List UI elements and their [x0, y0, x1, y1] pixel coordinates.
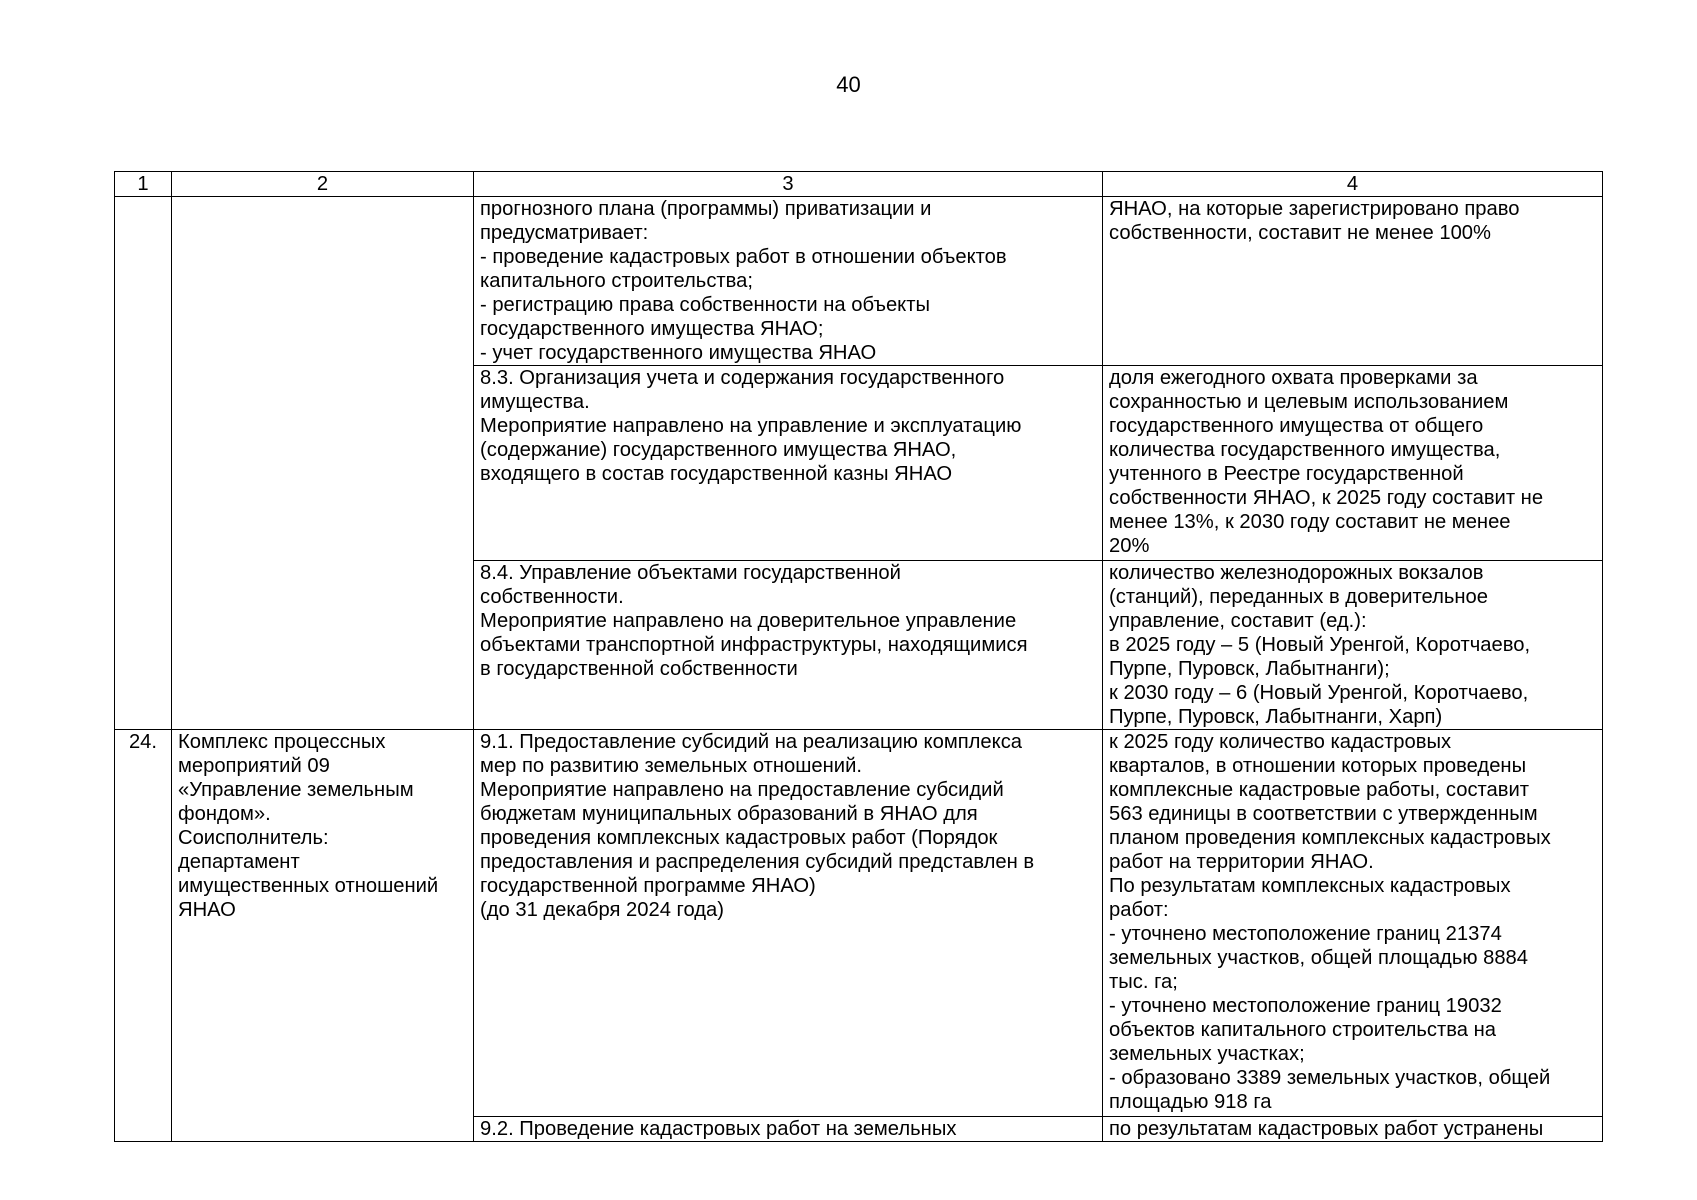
table-header-row [115, 172, 1603, 197]
row-number-cell [115, 197, 172, 730]
measure-cell: 9.1. Предоставление субсидий на реализацию комплекса мер по развитию земельных отношений. Мероприятие направлено на предоставление субсидий бюджетам муниципальных образований в ЯНАО для проведения комплексных кадастровых работ (Порядок предоставления и распределения субсидий представлен в государственной программе ЯНАО) (до 31 декабря 2024 года) [474, 730, 1103, 1117]
result-cell: по результатам кадастровых работ устранены [1103, 1117, 1603, 1142]
measure-cell: 9.2. Проведение кадастровых работ на земельных [474, 1117, 1103, 1142]
measure-cell: 8.3. Организация учета и содержания государственного имущества. Мероприятие направлено на управление и эксплуатацию (содержание) государственного имущества ЯНАО, входящего в состав государственной казны ЯНАО [474, 366, 1103, 561]
program-name-cell: Комплекс процессных мероприятий 09 «Управление земельным фондом». Соисполнитель: департамент имущественных отношений ЯНАО [172, 730, 474, 1142]
header-cell-2: 2 [172, 172, 474, 197]
program-name-cell [172, 197, 474, 730]
table-row [115, 197, 1603, 366]
result-cell: количество железнодорожных вокзалов (станций), переданных в доверительное управление, составит (ед.): в 2025 году – 5 (Новый Уренгой, Коротчаево, Пурпе, Пуровск, Лабытнанги); к 2030 году – 6 (Новый Уренгой, Коротчаево, Пурпе, Пуровск, Лабытнанги, Харп) [1103, 561, 1603, 730]
header-cell-1: 1 [115, 172, 172, 197]
result-cell: к 2025 году количество кадастровых кварталов, в отношении которых проведены комплексные кадастровые работы, составит 563 единицы в соответствии с утвержденным планом проведения комплексных кадастровых работ на территории ЯНАО. По результатам комплексных кадастровых работ: - уточнено местоположение границ 21374 земельных участков, общей площадью 8884 тыс. га; - уточнено местоположение границ 19032 объектов капитального строительства на земельных участках; - образовано 3389 земельных участков, общей площадью 918 га [1103, 730, 1603, 1117]
header-cell-4: 4 [1103, 172, 1603, 197]
page-number: 40 [836, 72, 861, 97]
header-cell-3: 3 [474, 172, 1103, 197]
result-cell: доля ежегодного охвата проверками за сохранностью и целевым использованием государственного имущества от общего количества государственного имущества, учтенного в Реестре государственной собственности ЯНАО, к 2025 году составит не менее 13%, к 2030 году составит не менее 20% [1103, 366, 1603, 561]
result-cell: ЯНАО, на которые зарегистрировано право собственности, составит не менее 100% [1103, 197, 1603, 366]
measure-cell: 8.4. Управление объектами государственной собственности. Мероприятие направлено на доверительное управление объектами транспортной инфраструктуры, находящимися в государственной собственности [474, 561, 1103, 730]
table-row [115, 730, 1603, 1117]
row-number-cell: 24. [115, 730, 172, 1142]
program-table [114, 171, 1603, 1142]
measure-cell: прогнозного плана (программы) приватизации и предусматривает: - проведение кадастровых работ в отношении объектов капитального строительства; - регистрацию права собственности на объекты государственного имущества ЯНАО; - учет государственного имущества ЯНАО [474, 197, 1103, 366]
